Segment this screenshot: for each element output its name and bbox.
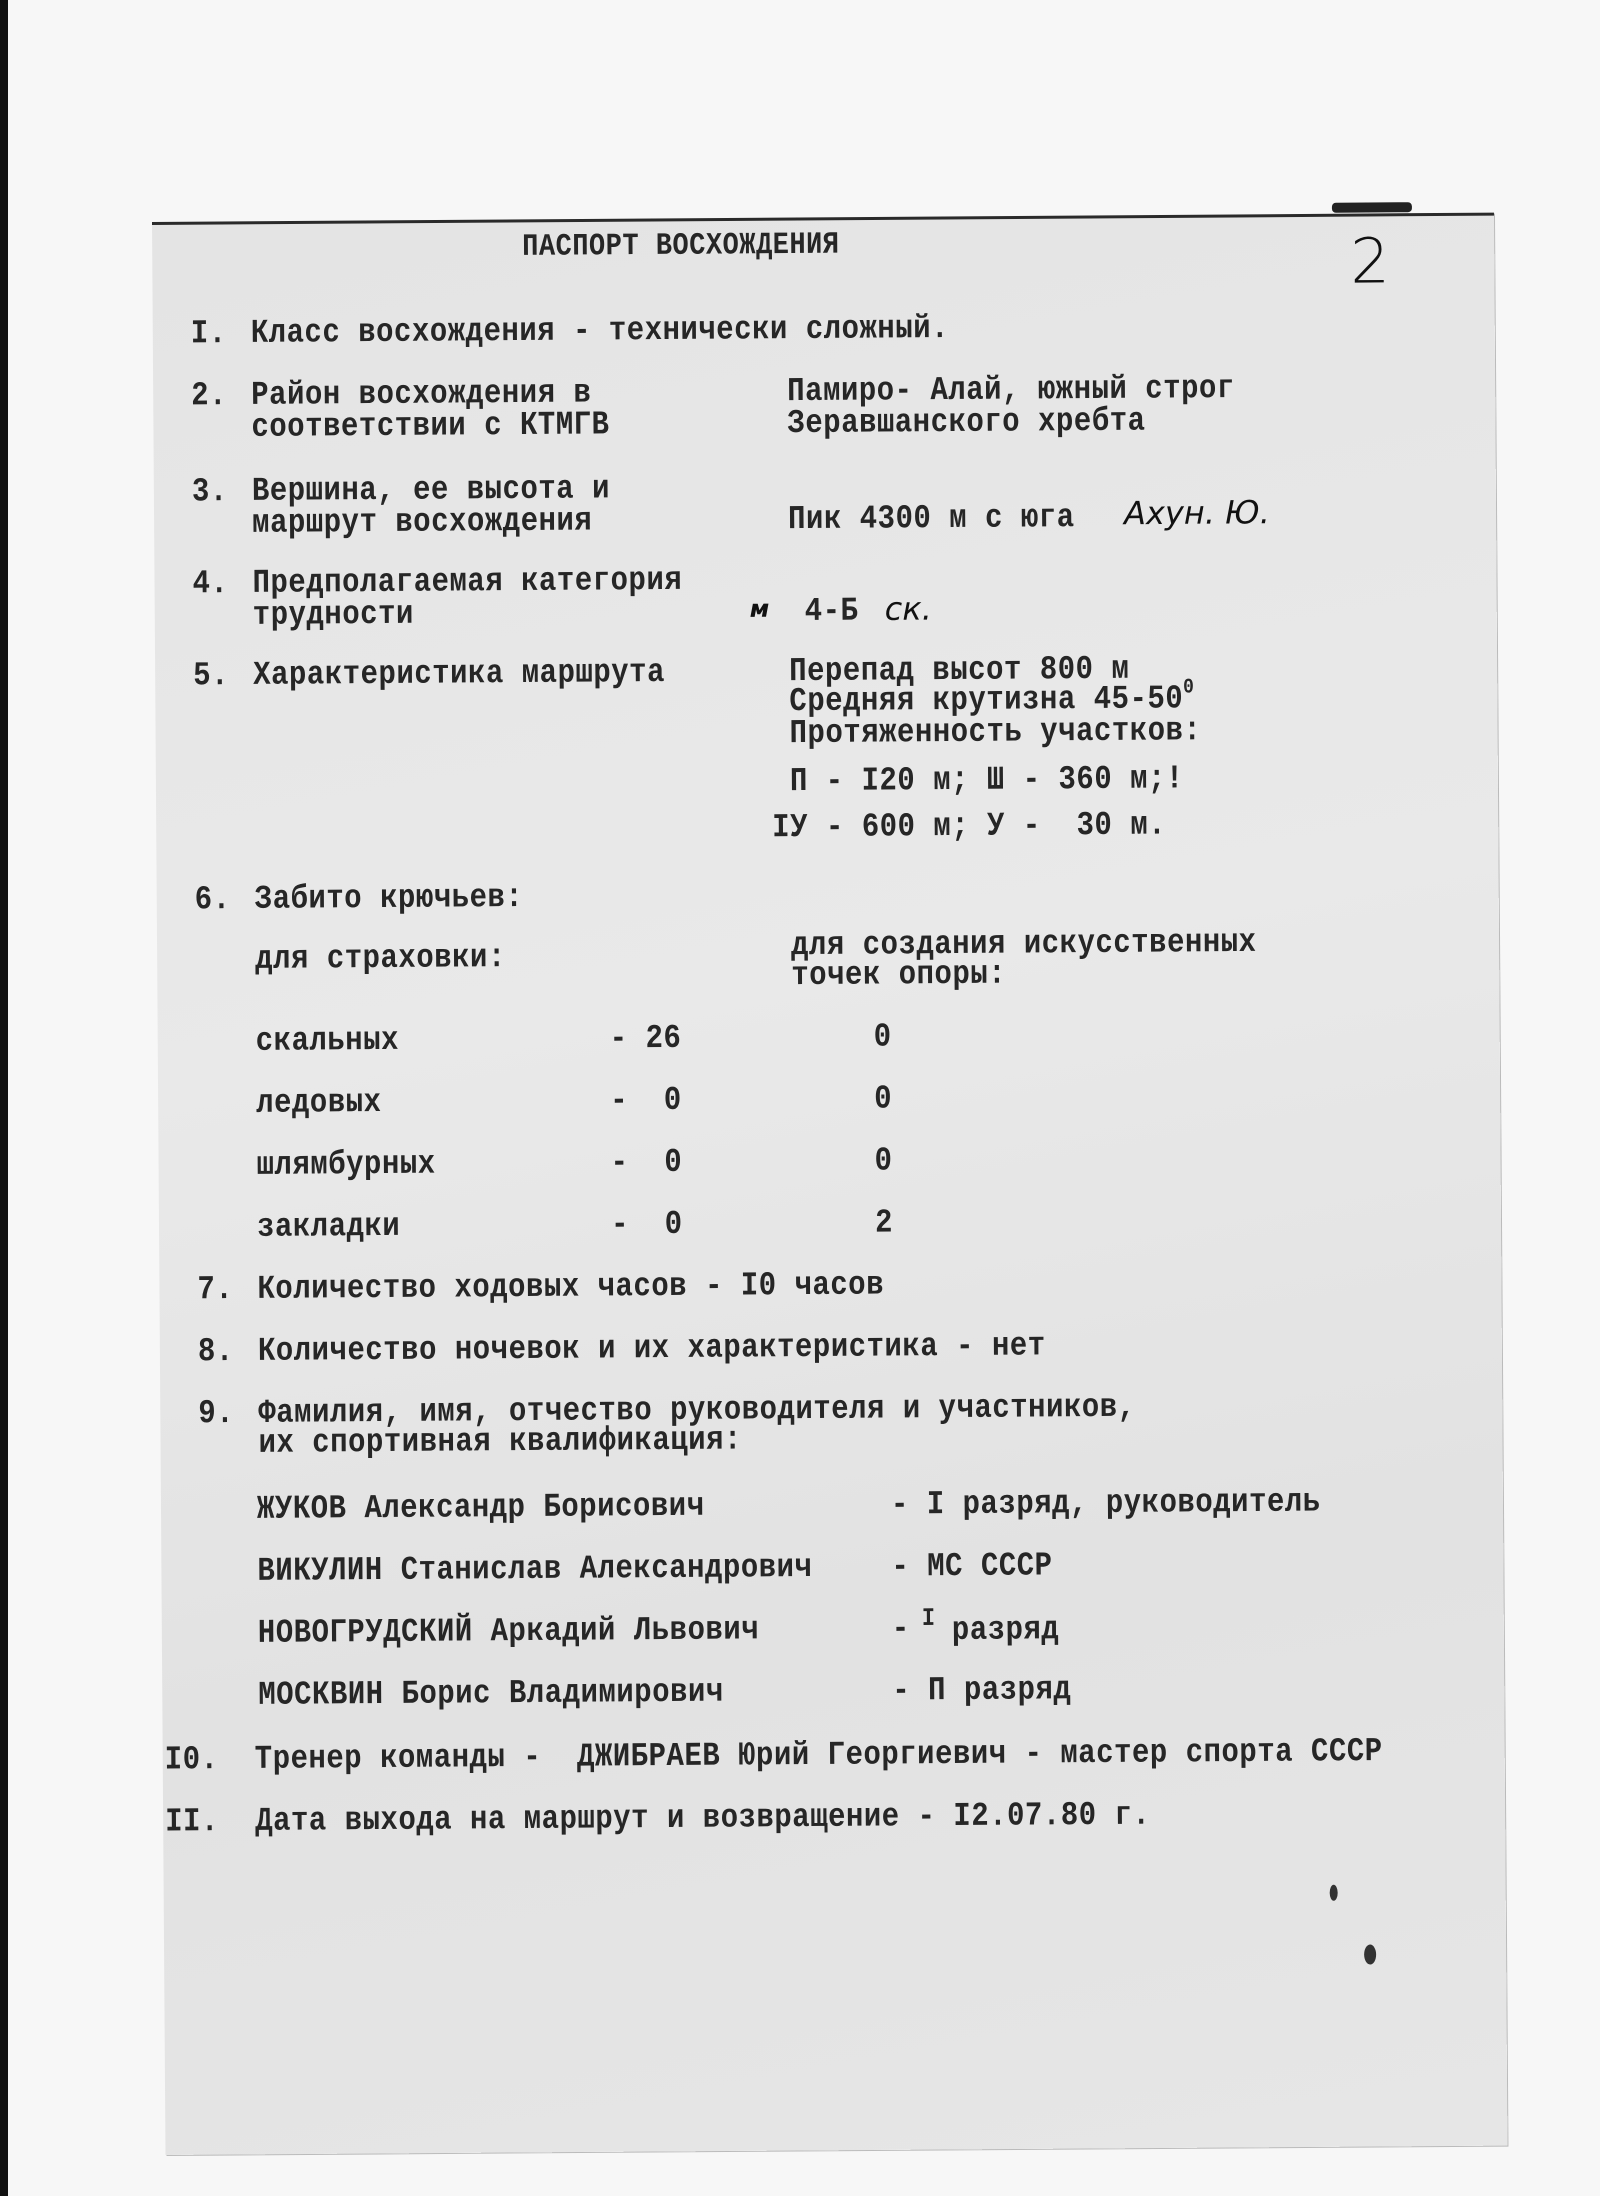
ink-spot <box>1364 1944 1376 1964</box>
item-2-label-line-1: Район восхождения в <box>251 373 592 415</box>
item-1-text: Класс восхождения - технически сложный. <box>250 309 950 353</box>
item-6-label: Забито крючьев: <box>254 878 524 919</box>
scan-left-edge <box>0 0 8 2196</box>
item-10-number: I0. <box>164 1740 219 1779</box>
item-5-slope-text: Средняя крутизна 45-50 <box>789 679 1184 721</box>
participant-qualification-mark: I <box>921 1604 936 1634</box>
item-8-text: Количество ночевок и их характеристика - нет <box>257 1326 1046 1371</box>
degree-symbol: 0 <box>1183 676 1195 700</box>
item-9-number: 9. <box>198 1394 235 1433</box>
row-aid-count: 0 <box>873 1017 892 1056</box>
participant-name: ЖУКОВ Александр Борисович <box>256 1487 705 1529</box>
item-5-value-line-1: Перепад высот 800 м <box>789 650 1130 691</box>
item-3-label-line-2: маршрут восхождения <box>251 501 593 543</box>
row-safety-count: - 0 <box>610 1143 683 1182</box>
document-title: ПАСПОРТ ВОСХОЖДЕНИЯ <box>522 228 840 266</box>
item-8-number: 8. <box>197 1332 234 1371</box>
row-safety-count: - 0 <box>610 1081 682 1120</box>
item-3-handwritten-note: Ахун. Ю. <box>1123 493 1270 533</box>
item-4-handwritten-note: ск. <box>884 589 932 628</box>
item-5-value-line-5: IУ - 600 м; У - 30 м. <box>772 805 1167 847</box>
item-4-number: 4. <box>192 564 229 603</box>
item-5-number: 5. <box>193 656 230 695</box>
page-number: 2 <box>1350 224 1391 298</box>
row-safety-count: - 0 <box>610 1205 683 1244</box>
item-10-text: Тренер команды - ДЖИБРАЕВ Юрий Георгиевич - мастер спорта СССР <box>254 1732 1383 1779</box>
item-3-value: Пик 4300 м с юга <box>787 498 1075 539</box>
row-aid-count: 2 <box>874 1203 894 1242</box>
item-2-value-line-2: Зеравшанского хребта <box>787 402 1146 443</box>
item-4-label-line-1: Предполагаемая категория <box>252 561 683 603</box>
item-4-value: 4-Б <box>804 592 859 631</box>
item-4-label-line-2: трудности <box>252 595 415 635</box>
item-9-label-line-1: Фамилия, имя, отчество руководителя и участников, <box>258 1388 1136 1433</box>
participant-qualification: - I разряд, руководитель <box>890 1482 1321 1524</box>
item-2-label-line-2: соответствии с КТМГВ <box>251 405 610 447</box>
participant-name: МОСКВИН Борис Владимирович <box>258 1673 724 1715</box>
item-6-number: 6. <box>194 880 231 919</box>
document-page <box>152 213 1507 2155</box>
item-5-value-line-4: П - I20 м; Ш - 360 м;! <box>789 759 1184 801</box>
item-5-label: Характеристика маршрута <box>253 653 666 695</box>
item-5-value-line-3: Протяженность участков: <box>789 711 1202 753</box>
participant-qualification: - П разряд <box>892 1670 1072 1710</box>
item-6-right-header-line-2: точек опоры: <box>791 955 1007 995</box>
participant-name: НОВОГРУДСКИЙ Аркадий Львович <box>257 1610 760 1653</box>
row-aid-count: 0 <box>874 1141 893 1180</box>
participant-dash: - <box>891 1609 910 1648</box>
row-type: скальных <box>255 1021 400 1061</box>
row-safety-count: - 26 <box>609 1019 682 1058</box>
item-7-number: 7. <box>197 1270 234 1309</box>
participant-qualification: разряд <box>951 1610 1060 1650</box>
item-3-number: 3. <box>191 472 228 511</box>
item-11-text: Дата выхода на маршрут и возвращение - I2.07.80 г. <box>255 1796 1151 1841</box>
item-6-right-header-line-1: для создания искусственных <box>790 923 1257 965</box>
item-6-left-header: для страховки: <box>255 938 506 979</box>
item-1-number: I. <box>190 314 227 353</box>
item-7-text: Количество ходовых часов - I0 часов <box>257 1265 885 1309</box>
item-11-number: II. <box>165 1802 220 1841</box>
ink-spot <box>1330 1885 1338 1901</box>
row-type: ледовых <box>256 1083 382 1123</box>
participant-name: ВИКУЛИН Станислав Александрович <box>257 1548 813 1591</box>
item-4-handwritten-prefix: м <box>749 594 770 623</box>
item-2-value-line-1: Памиро- Алай, южный строг <box>787 369 1235 411</box>
row-type: шлямбурных <box>256 1145 436 1185</box>
participant-qualification: - МС СССР <box>891 1546 1053 1586</box>
crossed-out-mark <box>1332 202 1412 213</box>
item-9-label-line-2: их спортивная квалификация: <box>258 1420 743 1463</box>
row-type: закладки <box>256 1207 401 1247</box>
item-2-number: 2. <box>191 376 228 415</box>
item-3-label-line-1: Вершина, ее высота и <box>251 469 611 511</box>
row-aid-count: 0 <box>874 1079 893 1118</box>
